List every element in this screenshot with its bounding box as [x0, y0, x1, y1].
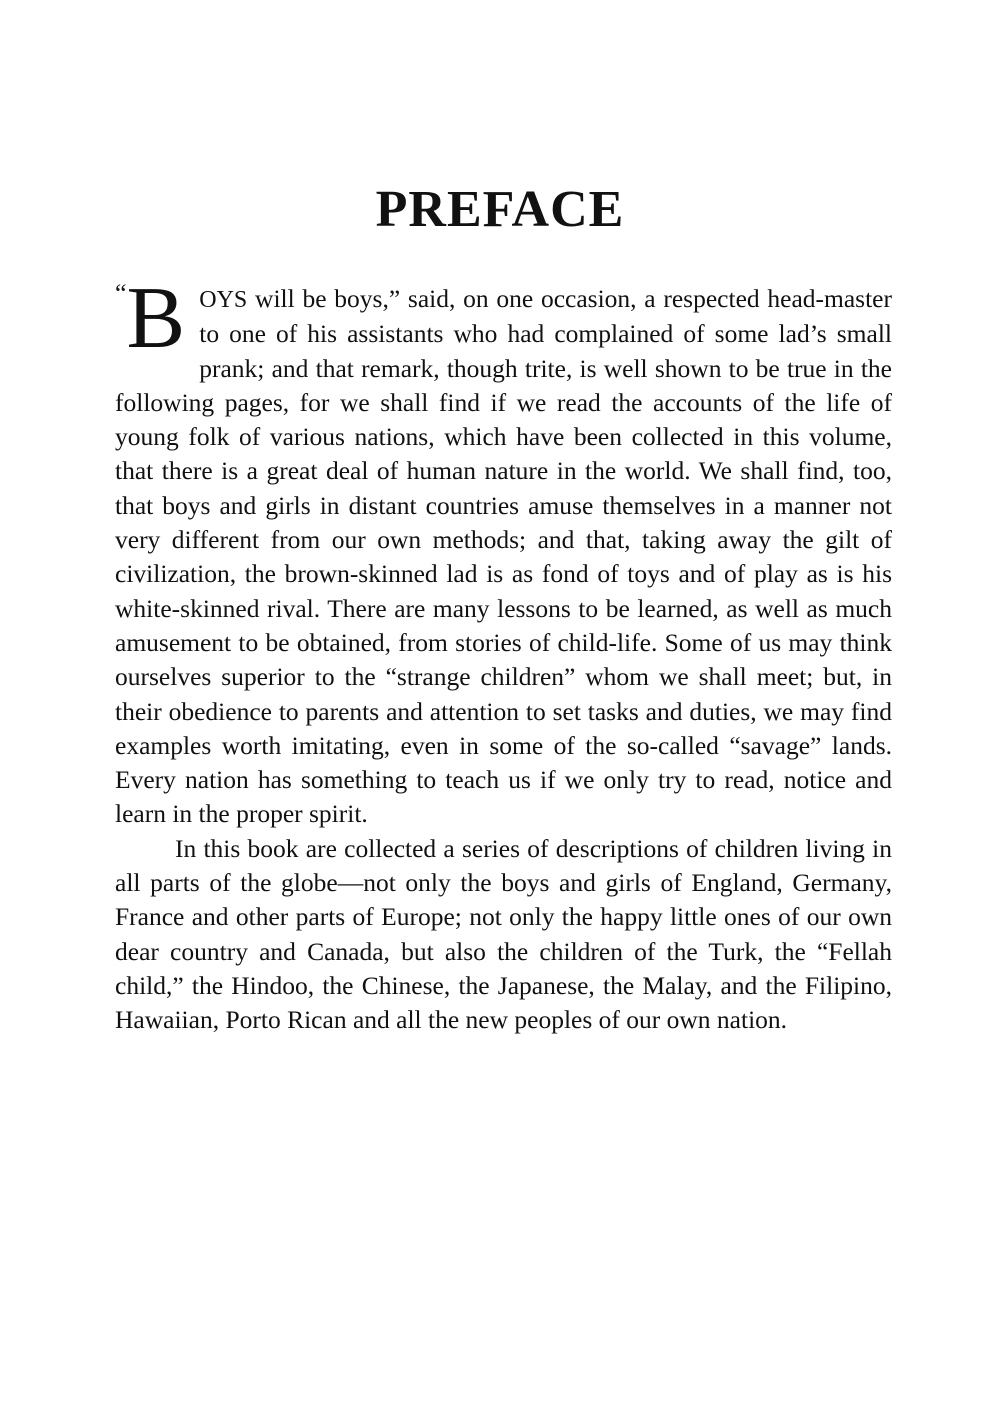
paragraph-1-text: will be boys,” said, on one occasion, a respected head-master to one of his assistants who had complained of some lad’s small prank; and that remark, though trite, is well shown to be true in the following pages, for we shall find if we read the accounts of the life of young folk of various nations, which have been collected in this volume, that there is a great deal of human nature in the world. We shall find, too, that boys and girls in distant countries amuse themselves in a manner not very different from our own methods; and that, taking away the gilt of civilization, the brown-skinned lad is as fond of toys and of play as is his white-skinned rival. There are many lessons to be learned, as well as much amusement to be obtained, from stories of child-life. Some of us may think ourselves superior to the “strange children” whom we shall meet; but, in their obedience to parents and attention to set tasks and duties, we may find examples worth imitating, even in some of the so-called “savage” lands. Every nation has something to teach us if we only try to read, notice and learn in the proper spirit.: [115, 284, 892, 829]
preface-body: [115, 270, 892, 1038]
page-title: PREFACE: [375, 181, 625, 238]
open-quote: “: [115, 279, 127, 308]
paragraph-2: [115, 832, 892, 1038]
paragraph-2-text: In this book are collected a series of descriptions of children living in all parts of the globe—not only the boys and girls of England, Germany, France and other parts of Europe; not only the happy little ones of our own dear country and Canada, but also the children of the Turk, the “Fellah child,” the Hindoo, the Chinese, the Japanese, the Malay, and the Filipino, Hawaiian, Porto Rican and all the new peoples of our own nation.: [115, 833, 892, 1035]
paragraph-1: [115, 270, 892, 832]
lead-caps: OYS: [199, 287, 248, 313]
drop-cap: B: [126, 270, 186, 367]
